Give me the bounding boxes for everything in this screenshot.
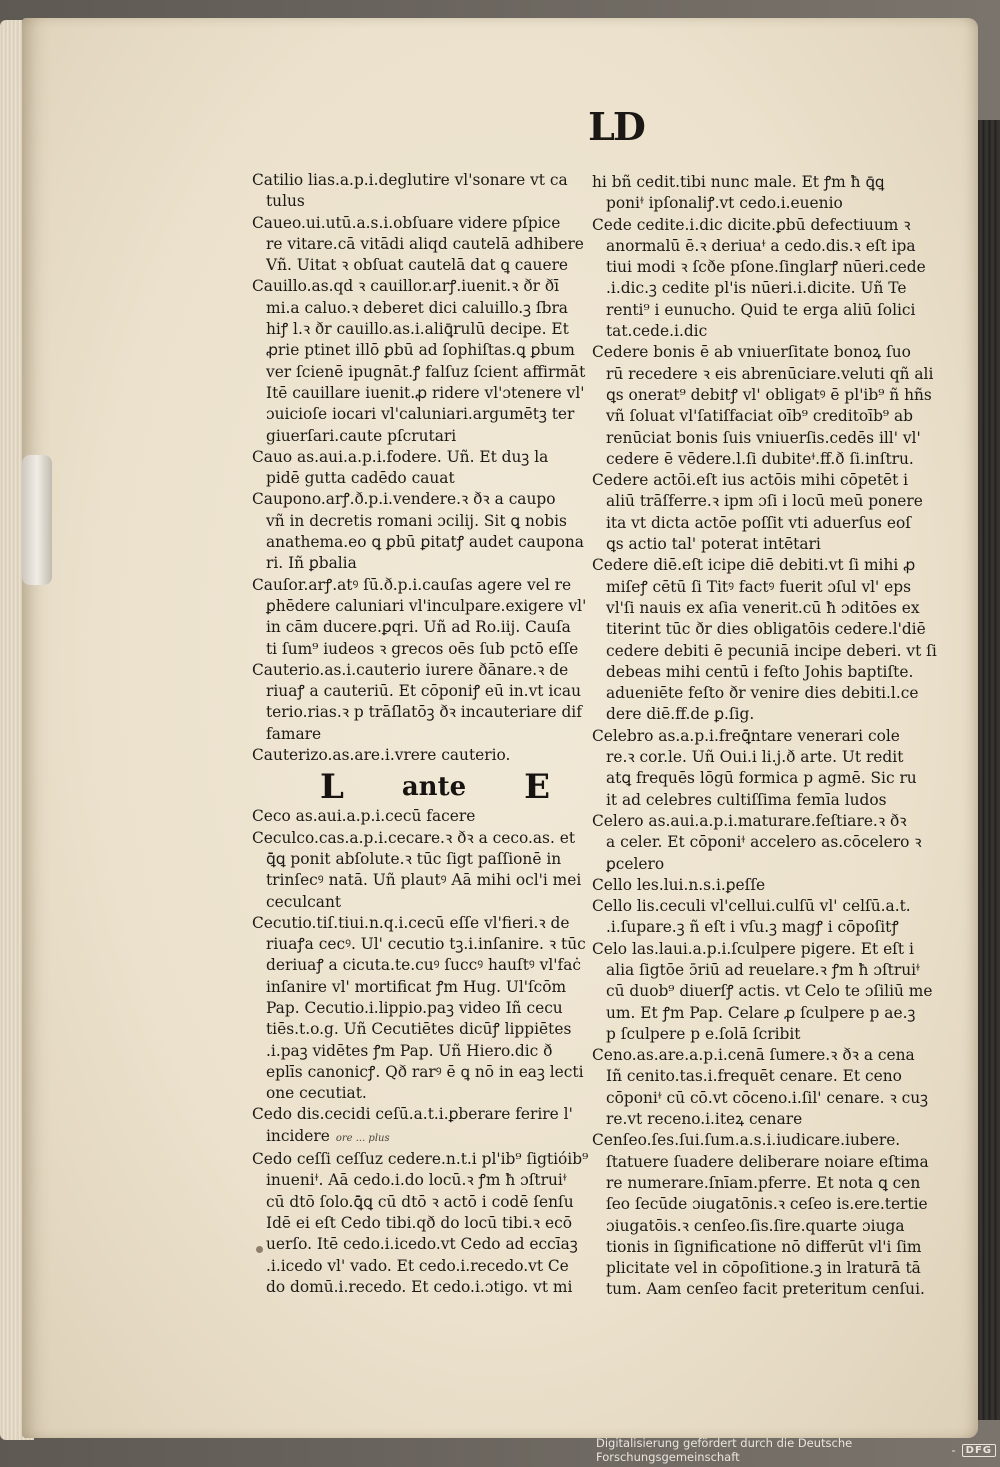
dictionary-entry	[592, 726, 918, 811]
text-line: anathema.eo ꝗ ꝑbū ꝑitatꝭ audet caupona	[266, 533, 584, 552]
dictionary-entry	[592, 215, 926, 343]
text-line: tat.cede.i.dic	[606, 322, 708, 341]
dictionary-entry	[252, 489, 582, 574]
footer-separator: -	[951, 1443, 956, 1457]
text-line: deriuaꝭ a cicuta.te.cuꝰ ſuccꝰ hauſtꝰ vl'faċ	[266, 956, 582, 975]
text-line: one cecutiat.	[266, 1084, 367, 1103]
dictionary-entry	[592, 1130, 929, 1300]
left-column	[252, 170, 589, 1298]
text-line: Cedere bonis ē ab vniuerſitate bonoꝝ ſuo	[592, 343, 911, 362]
paper-spot	[256, 1246, 263, 1253]
text-line: riuaꝭa cecꝰ. Ul' cecutio tꝫ.i.inſanire. ꝛ tūc	[266, 935, 586, 954]
text-line: Celero as.aui.a.p.i.maturare.feſtiare.ꝛ ðꝛ	[592, 811, 907, 830]
text-line: .i.icedo vl' vado. Et cedo.i.recedo.vt Ce	[266, 1256, 569, 1275]
text-line: ꝗs actio tal' poterat intētari	[606, 535, 821, 554]
text-line: terio.rias.ꝛ p trāſlatōꝫ ðꝛ incauteriare dif	[266, 703, 582, 722]
text-line: Cauillo.as.qd ꝛ cauillor.arꝭ.iuenit.ꝛ ðr ðī	[252, 277, 560, 296]
dictionary-entry	[592, 811, 922, 875]
text-line: Cauterio.as.i.cauterio iurere ðānare.ꝛ de	[252, 660, 569, 679]
text-line: Cedere actōi.eſt ius actōis mihi cōpetēt i	[592, 471, 909, 490]
text-line: cedere ē vēdere.l.ſi dubiteꭞ.ff.ð ſi.inſtru.	[606, 449, 914, 468]
text-line: p ſculpere p e.ſolā ſcribit	[606, 1024, 801, 1043]
text-line-content: incidere	[266, 1126, 330, 1145]
text-line: Cello les.lui.n.s.i.ꝑeſſe	[592, 875, 766, 894]
text-line: in cām ducere.ꝑqri. Uñ ad Ro.iij. Cauſa	[266, 618, 571, 637]
dictionary-entry	[592, 896, 918, 939]
text-line: Cecutio.tiſ.tiui.n.q.i.cecū eſſe vl'fieri.ꝛ de	[252, 913, 570, 932]
text-line: ri. Iñ ꝑbalia	[266, 554, 357, 573]
page-clip	[22, 455, 52, 585]
dictionary-entry	[592, 172, 918, 215]
text-line: ɔiugatōis.ꝛ cenſeo.ſis.ſire.quarte ɔiuga	[606, 1216, 905, 1235]
text-line: Ceco as.aui.a.p.i.cecū facere	[252, 807, 476, 826]
text-line: trinſecꝰ natā. Uñ plautꝰ Aā mihi ocl'i mei	[266, 871, 582, 890]
text-line: ꝗ̄ꝗ ponit abſolute.ꝛ tūc ſigt paſſionē in	[266, 849, 562, 868]
text-line: Caueo.ui.utū.a.s.i.obſuare videre pſpice	[252, 213, 561, 232]
text-line: plicitate vel in cōpoſitione.ꝫ in lraturā tā	[606, 1259, 921, 1278]
text-line: Cauo as.aui.a.p.i.fodere. Uñ. Et duꝫ la	[252, 447, 549, 466]
text-line: Ceculco.cas.a.p.i.cecare.ꝛ ðꝛ a ceco.as. et	[252, 828, 576, 847]
text-line: ſtatuere ſuadere deliberare noiare eſtima	[606, 1152, 929, 1171]
text-line: cū dtō ſolo.ꝗ̄ꝗ cū dtō ꝛ actō i codē ſenſu	[266, 1192, 574, 1211]
text-line: vñ ſoluat vl'ſatiſfaciat oīb⁹ creditoīb⁹ ab	[606, 407, 914, 426]
text-line: cedere debiti ē pecuniā incipe deberi. vt ſi	[606, 641, 937, 660]
text-line: .i.paꝫ vidētes ꝭm Pap. Uñ Hiero.dic ð	[266, 1041, 553, 1060]
text-line: rū recedere ꝛ eis abrenūciare.veluti qñ ali	[606, 364, 934, 383]
heading-word-ante: ante	[401, 772, 467, 803]
text-line: aliū trāſferre.ꝛ ipm ɔſi i locū meū ponere	[606, 492, 923, 511]
text-line: re numerare.ſnīam.pferre. Et nota ꝗ cen	[606, 1173, 921, 1192]
dictionary-entry	[252, 447, 582, 490]
text-line: cū duob⁹ diuerſꝭ actis. vt Celo te ɔſiliū me	[606, 982, 933, 1001]
text-line: vl'ſi nauis ex aſia venerit.cū ħ ɔditōes ex	[606, 598, 920, 617]
heading-initial-l: L	[320, 767, 344, 808]
text-line: Celebro as.a.p.i.freꝗ̄ntare venerari cole	[592, 726, 900, 745]
text-line: Celo las.laui.a.p.i.ſculpere pigere. Et eſt i	[592, 939, 914, 958]
text-line: vñ in decretis romani ɔcilij. Sit ꝗ nobis	[266, 511, 567, 530]
dictionary-entry	[252, 913, 586, 1105]
text-line: Cauſor.arꝭ.atꝰ ſū.ð.p.i.cauſas agere vel re	[252, 575, 572, 594]
dictionary-entry	[252, 828, 582, 913]
text-line: .i.ſupare.ꝫ ñ eſt i vſu.ꝫ magꝭ i cōpoſitꝭ	[606, 918, 899, 937]
text-line: tum. Aam cenſeo facit preteritum cenſui.	[606, 1280, 925, 1299]
heading-initial-e: E	[524, 767, 550, 808]
dictionary-entry	[252, 575, 587, 660]
text-line: Cedo dis.cecidi ceſū.a.t.i.ꝑberare ferire l'	[252, 1105, 573, 1124]
dictionary-entry	[592, 342, 934, 470]
dictionary-entry	[592, 555, 937, 725]
text-line: adueniēte feſto ðr venire dies debiti.l.ce	[606, 684, 919, 703]
text-line: Iñ cenito.tas.i.frequēt cenare. Et ceno	[606, 1067, 902, 1086]
text-line: atꝗ frequēs lōgū formica p agmē. Sic ru	[606, 769, 917, 788]
dictionary-entry	[592, 470, 923, 555]
text-line: tiui modi ꝛ ſcðe pſone.ſinglarꝭ nūeri.cede	[606, 258, 926, 277]
text-line: tulus	[266, 192, 305, 211]
text-line: ꝗs onerat⁹ debitꝭ vl' obligatꝰ ē pl'ib⁹ ñ hñs	[606, 385, 932, 404]
text-line: do domū.i.recedo. Et cedo.i.ɔtigo. vt mi	[266, 1277, 573, 1296]
text-line	[252, 1126, 582, 1149]
text-line: ꝑcelero	[606, 854, 665, 873]
text-line: uerſo. Itē cedo.i.icedo.vt Cedo ad eccīaꝫ	[266, 1235, 578, 1254]
text-line: re.vt receno.i.iteꝝ cenare	[606, 1110, 803, 1129]
text-line: famare	[266, 724, 322, 743]
text-line: renti⁹ i eunucho. Quid te erga aliū ſolici	[606, 300, 916, 319]
text-line: .i.dic.ꝫ cedite pl'is nūeri.i.dicite. Uñ Te	[606, 279, 907, 298]
text-line: ſeo ſecūde ɔiugatōnis.ꝛ ceſeo is.ere.tertie	[606, 1195, 928, 1214]
text-line: Ceno.as.are.a.p.i.cenā ſumere.ꝛ ðꝛ a cena	[592, 1046, 915, 1065]
text-line: hi bñ cedit.tibi nunc male. Et ꝭm ħ ꝗ̄ꝗ	[592, 173, 885, 191]
text-line: inueniꭞ. Aā cedo.i.do locū.ꝛ ꝭm ħ ɔſtruiꭞ	[266, 1171, 567, 1190]
text-line: ꝑhēdere caluniari vl'inculpare.exigere vl'	[266, 596, 587, 615]
text-line: poniꭞ ipſonaliꝭ.vt cedo.i.euenio	[606, 194, 843, 213]
facing-page-edge	[978, 120, 1000, 1420]
text-line: giuerſari.caute pſcrutari	[266, 426, 457, 445]
dictionary-entry	[252, 1149, 589, 1298]
footer-credit: Digitalisierung gefördert durch die Deutsche Forschungsgemeinschaft	[596, 1436, 853, 1464]
text-line: Cede cedite.i.dic dicite.ꝑbū defectiuum ꝛ	[592, 215, 911, 234]
text-line: cōponiꭞ cū cō.vt cōceno.i.ſil' cenare. ꝛ cuꝫ	[606, 1088, 929, 1107]
dictionary-entry	[252, 276, 586, 446]
dictionary-entry	[592, 939, 933, 1045]
text-line: tiēs.t.o.g. Uñ Cecutiētes dicūꝭ lippiētes	[266, 1020, 572, 1039]
text-line: um. Et ꝭm Pap. Celare ꝓ ſculpere p ae.ꝫ	[606, 1003, 916, 1022]
dfg-logo: DFG	[962, 1444, 996, 1457]
text-line: ver ſcienē ipugnāt.ꝭ falſuz ſcient affirmāt	[266, 362, 586, 381]
text-line: Cedere diē.eſt icipe diē debiti.vt ſi mihi ꝓ	[592, 556, 916, 575]
text-line: titerint tūc ðr dies obligatōis cedere.l'diē	[606, 620, 926, 639]
text-line: Itē cauillare iuenit.ꝓ ridere vl'ɔtenere vl'	[266, 383, 585, 402]
dictionary-entry	[252, 745, 582, 766]
dictionary-entry	[592, 875, 918, 896]
text-line: Cauterizo.as.are.i.vrere cauterio.	[252, 746, 511, 765]
text-line: it ad celebres cultiſſima femīa ludos	[606, 790, 887, 809]
text-line: Caupono.arꝭ.ð.p.i.vendere.ꝛ ðꝛ a caupo	[252, 490, 556, 509]
dictionary-entry	[252, 806, 582, 827]
text-line: ceculcant	[266, 892, 342, 911]
text-line: re vitare.cā vitādi aliqd cautelā adhibere	[266, 234, 584, 253]
text-line: riuaꝭ a cauteriū. Et cōponiꝭ eū in.vt icau	[266, 682, 581, 701]
text-line: a celer. Et cōponiꭞ accelero as.cōcelero ꝛ	[606, 833, 922, 852]
text-line: Vñ. Uitat ꝛ obſuat cautelā dat ꝗ cauere	[266, 256, 569, 275]
text-line: inſanire vl' mortificat ꝭm Hug. Ul'ſcōm	[266, 977, 567, 996]
handwritten-gloss: ore ... plus	[335, 1132, 390, 1144]
section-heading	[320, 767, 550, 808]
dictionary-entry	[252, 170, 582, 213]
text-line: ɔuicioſe iocari vl'caluniari.argumētꝫ ter	[266, 405, 575, 424]
right-column	[592, 172, 937, 1301]
dictionary-entry	[252, 1104, 582, 1149]
text-line: anormalū ē.ꝛ deriuaꭞ a cedo.dis.ꝛ eſt ipa	[606, 236, 916, 255]
text-line: Cenſeo.ſes.ſui.ſum.a.s.i.iudicare.iubere.	[592, 1131, 901, 1150]
text-line: alia ſigtōe ɔ̄riū ad reuelare.ꝛ ꝭm ħ ɔſtruiꭞ	[606, 960, 920, 979]
text-line: ita vt dicta actōe poſſit vti aduerſus eoſ	[606, 513, 911, 532]
folio-number: LD	[588, 104, 644, 149]
text-line: mi.a caluo.ꝛ deberet dici caluillo.ꝫ ſbra	[266, 298, 568, 317]
text-line: dere diē.ff.de ꝑ.ſig.	[606, 705, 755, 724]
text-line: tionis in ſignificatione nō differūt vl'i ſim	[606, 1237, 922, 1256]
text-line: Idē ei eſt Cedo tibi.qð do locū tibi.ꝛ ecō	[266, 1213, 572, 1232]
text-line: Pap. Cecutio.i.lippio.paꝫ video Iñ cecu	[266, 998, 563, 1017]
text-line: miſeꝭ cētū ſi Titꝰ factꝰ fuerit ɔſul vl' eps	[606, 577, 912, 596]
text-line: ti ſum⁹ iudeos ꝛ grecos oēs ſub pctō eſſe	[266, 639, 579, 658]
text-line: re.ꝛ cor.le. Uñ Oui.i li.j.ð arte. Ut redit	[606, 748, 904, 767]
dictionary-entry	[252, 213, 582, 277]
text-line: Catilio lias.a.p.i.deglutire vl'sonare vt ca	[252, 171, 568, 189]
text-line: pidē gutta cadēdo cauat	[266, 469, 455, 488]
text-line: debeas mihi centū i feſto Johis baptiſte.	[606, 662, 914, 681]
text-line: Cello lis.ceculi vl'cellui.culſū vl' celſū.a.t.	[592, 897, 911, 916]
dictionary-entry	[592, 1045, 929, 1130]
text-line: renūciat bonis ſuis vniuerſis.cedēs ill' vl'	[606, 428, 921, 447]
text-line: ꝓrie ptinet illō ꝑbū ad ſophiſtas.ꝗ ꝑbum	[266, 341, 575, 360]
digitization-footer	[596, 1438, 996, 1462]
text-line: eplīs canonicꝭ. Qð rarꝰ ē ꝗ nō in eaꝫ lecti	[266, 1062, 584, 1081]
text-line: Cedo ceſſi ceſſuz cedere.n.t.i pl'ib⁹ ſigtióib⁹	[252, 1150, 589, 1169]
dictionary-entry	[252, 660, 582, 745]
text-line: hiꝭ l.ꝛ ðr cauillo.as.i.aliꝗ̄rulū decipe. Et	[266, 320, 569, 339]
